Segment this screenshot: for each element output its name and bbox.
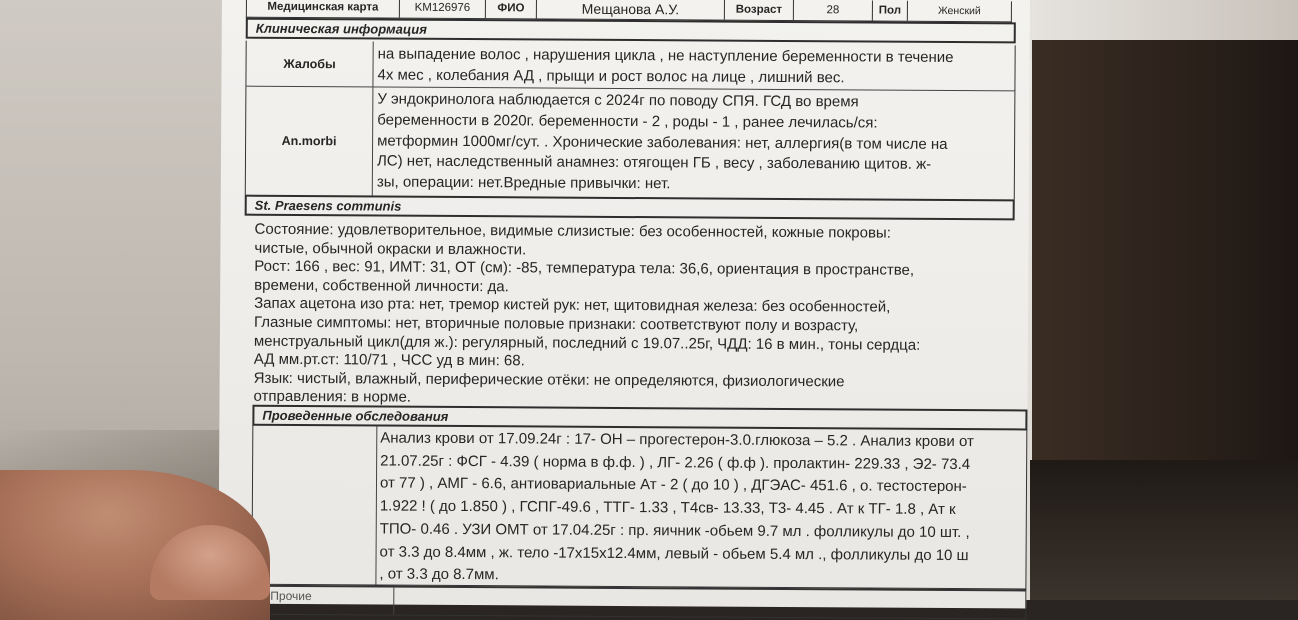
complaints-text: на выпадение волос , нарушения цикла , не наступление беременности в течение 4х мес , колебания АД , прыщи и рост волос на лице , лишний вес. <box>377 45 954 87</box>
sex-label: Пол <box>873 1 908 21</box>
background-floor <box>1030 460 1298 600</box>
medical-record-sheet <box>218 0 1030 608</box>
background-door <box>1032 40 1298 460</box>
exams-label-cell <box>252 425 377 585</box>
age-label: Возраст <box>725 0 794 20</box>
anamnesis-label: An.morbi <box>246 87 374 196</box>
status-heading: St. Praesens communis <box>245 195 1015 221</box>
card-label: Медицинская карта <box>247 0 400 18</box>
next-row <box>251 585 1026 620</box>
age-value: 28 <box>794 0 873 20</box>
patient-name: Мещанова А.У. <box>537 0 725 20</box>
anamnesis-row <box>245 87 1016 200</box>
next-row-label: Прочие <box>252 587 394 615</box>
exams-heading: Проведенные обследования <box>252 405 1027 431</box>
clinical-info-heading: Клиническая информация <box>246 18 1016 44</box>
name-label: ФИО <box>486 0 537 18</box>
status-text: Состояние: удовлетворительное, видимые слизистые: без особенностей, кожные покровы: чистые, обычной окраски и влажности. Рост: 166 , вес: 91, ИМТ: 31, ОТ (см): -85, температура тела: 36,6, ориентация в пространстве, времени, собственной личности: да. Запах ацетона изо рта: нет, тремор кистей рук: нет, щитовидная железа: без особенностей, Глазные симптомы: нет, вторичные половые признаки: соответствуют полу и возрасту, менструальный цикл(для ж.): регулярный, последний с 19.07..25г, ЧДД: 16 в мин., тоны сердца: АД мм.рт.ст: 110/71 , ЧСС уд в мин: 68. Язык: чистый, влажный, периферические отёки: не определяются, физиологические отправления: в норме. <box>253 220 921 407</box>
exams-row <box>251 425 1027 590</box>
sex-value: Женский <box>937 4 981 18</box>
exams-text: Анализ крови от 17.09.24г : 17- ОН – прогестерон-3.0.глюкоза – 5.2 . Анализ крови от 21.07.25г : ФСГ - 4.39 ( норма в ф.ф. ) , ЛГ- 2.26 ( ф.ф ). пролактин- 229.33 , Э2- 73.4 от 77 ) , АМГ - 6.6, антиовариальные Ат - 2 ( до 10 ) , ДГЭАС- 451.6 , о. тестостерон- 1.922 ! ( до 1.850 ) , ГСПГ-49.6 , ТТГ- 1.33 , Т4св- 13.33, Т3- 4.45 . Ат к ТГ- 1.8 , Ат к ТПО- 0.46 . УЗИ ОМТ от 17.04.25г : пр. яичник -обьем 9.7 мл . фолликулы до 10 шт. , от 3.3 до 8.4мм , ж. тело -17х15х12.4мм, левый - обьем 5.4 мл ., фолликулы до 10 ш , от 3.3 до 8.7мм. <box>379 429 974 584</box>
card-number: KM126976 <box>400 0 486 18</box>
anamnesis-text: У эндокринолога наблюдается с 2024г по поводу СПЯ. ГСД во время беременности в 2020г. беременности - 2 , роды - 1 , ранее лечилась/ся: метформин 1000мг/сут. . Хронические заболевания: нет, аллергия(в том числе на ЛС) нет, наследственный анамнез: отягощен ГБ , весу , заболеванию щитов. ж- зы, операции: нет.Вредные привычки: нет. <box>376 90 948 193</box>
complaints-label: Жалобы <box>246 41 373 87</box>
complaints-row <box>245 41 1015 92</box>
